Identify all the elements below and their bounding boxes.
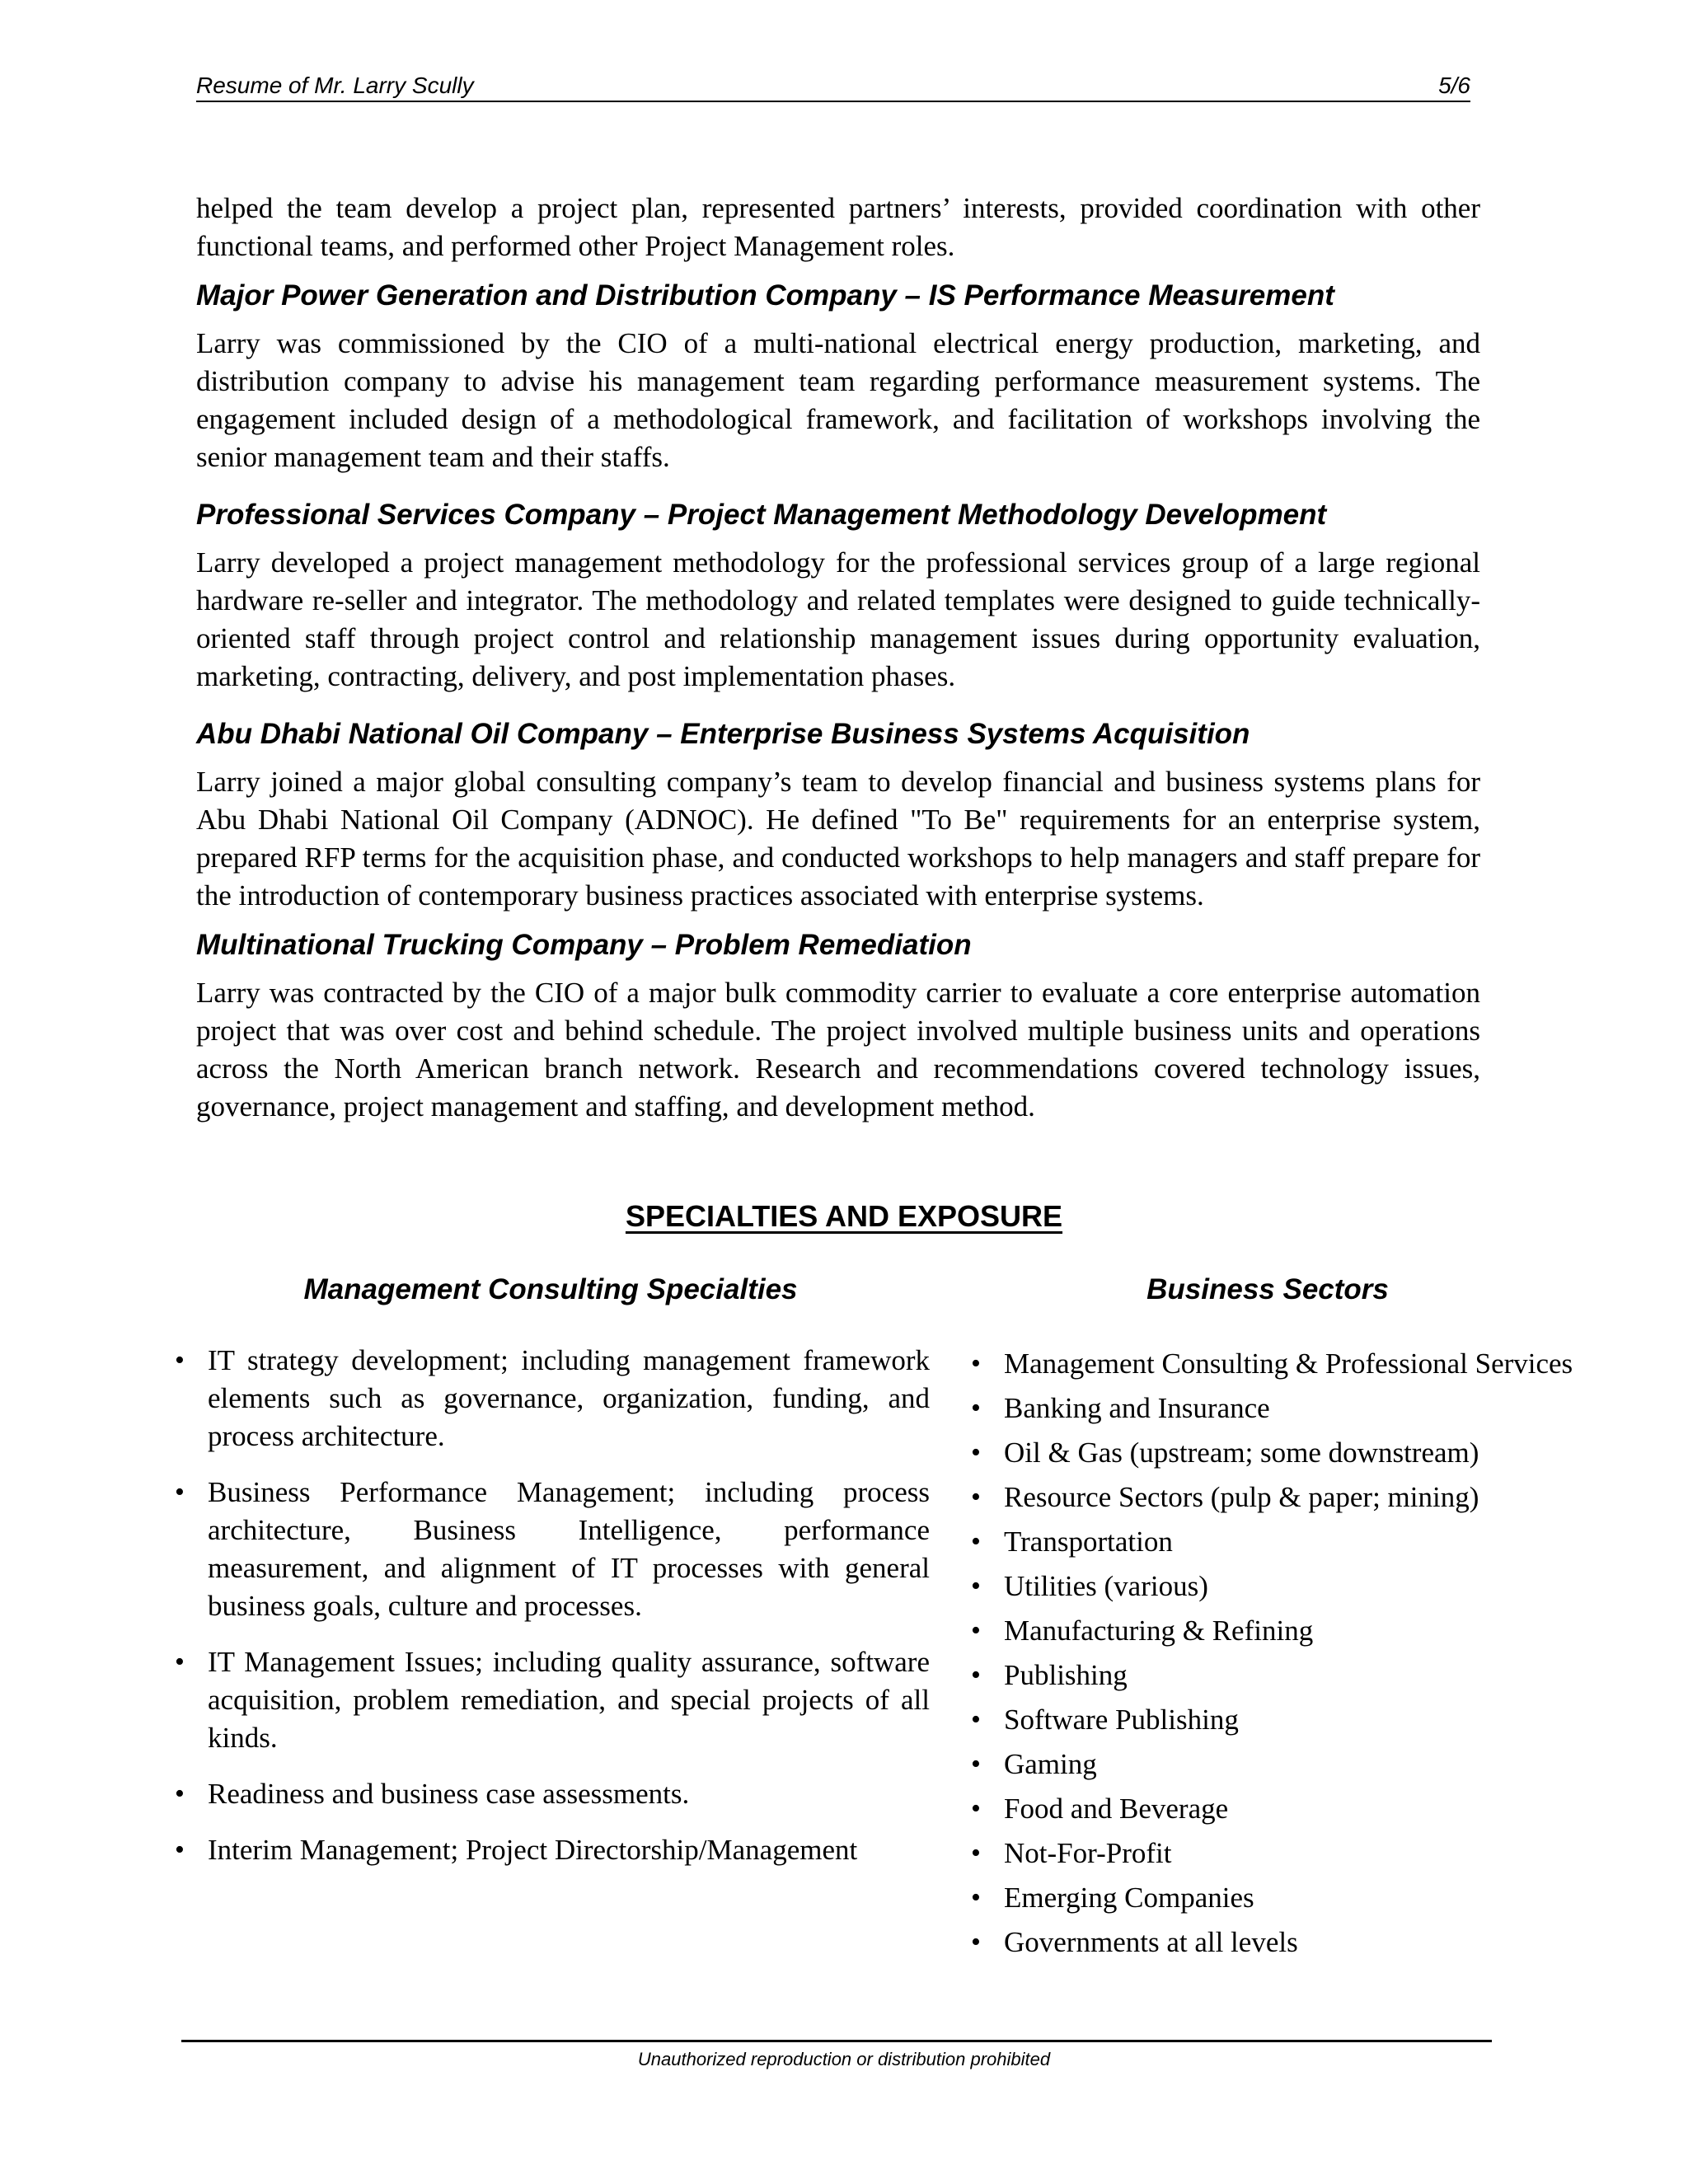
project-title: Abu Dhabi National Oil Company – Enterprise Business Systems Acquisition [196, 718, 1250, 750]
project-description: Larry was contracted by the CIO of a major bulk commodity carrier to evaluate a core enterprise automation project that was over cost and behind schedule. The project involved multiple business units and operations across the North American branch network. Research and recommendations covered technology issues, governance, project management and staffing, and development method. [196, 977, 1480, 1122]
list-item: • Not-For-Profit [1004, 1831, 1647, 1876]
page-number: 5/6 [1438, 73, 1470, 98]
list-item: • Interim Management; Project Directorship/Management [208, 1831, 930, 1869]
list-item: • Gaming [1004, 1742, 1647, 1787]
list-item: • Publishing [1004, 1653, 1647, 1698]
list-item: • IT strategy development; including management framework elements such as governance, organization, funding, and process architecture. [208, 1342, 930, 1455]
list-item: • Transportation [1004, 1520, 1647, 1564]
list-item: • Oil & Gas (upstream; some downstream) [1004, 1431, 1647, 1475]
list-item: • Business Performance Management; including process architecture, Business Intelligence, performance measurement, and alignment of IT processes with general business goals, culture and processes. [208, 1474, 930, 1625]
section-title-text: SPECIALTIES AND EXPOSURE [625, 1199, 1063, 1233]
list-item: • Utilities (various) [1004, 1564, 1647, 1609]
project-title: Major Power Generation and Distribution Company – IS Performance Measurement [196, 279, 1334, 312]
sectors-list [1004, 1342, 1647, 1965]
list-item: • Governments at all levels [1004, 1920, 1647, 1965]
intro-paragraph: helped the team develop a project plan, represented partners’ interests, provided coordination with other functional teams, and performed other Project Management roles. [196, 192, 1480, 262]
list-item: • Resource Sectors (pulp & paper; mining) [1004, 1475, 1647, 1520]
header-title: Resume of Mr. Larry Scully [196, 73, 474, 98]
footer-notice: Unauthorized reproduction or distribution prohibited [637, 2049, 1051, 2069]
project-title: Professional Services Company – Project Management Methodology Development [196, 499, 1327, 531]
specialties-list [171, 1342, 930, 1887]
page-header [196, 73, 1470, 102]
specialties-heading: Management Consulting Specialties [303, 1273, 798, 1305]
list-item: • Food and Beverage [1004, 1787, 1647, 1831]
sectors-heading: Business Sectors [1146, 1273, 1389, 1305]
list-item: • Software Publishing [1004, 1698, 1647, 1742]
list-item: • Readiness and business case assessments. [208, 1775, 930, 1813]
list-item: • Manufacturing & Refining [1004, 1609, 1647, 1653]
list-item: • IT Management Issues; including quality assurance, software acquisition, problem remediation, and special projects of all kinds. [208, 1643, 930, 1757]
project-description: Larry joined a major global consulting company’s team to develop financial and business systems plans for Abu Dhabi National Oil Company (ADNOC). He defined "To Be" requirements for an enterprise system, prepared RFP terms for the acquisition phase, and conducted workshops to help managers and staff prepare for the introduction of contemporary business practices associated with enterprise systems. [196, 766, 1480, 912]
section-title [0, 1199, 1688, 1234]
list-item: • Management Consulting & Professional Services [1004, 1342, 1647, 1386]
project-description: Larry was commissioned by the CIO of a multi-national electrical energy production, marketing, and distribution company to advise his management team regarding performance measurement systems. The engagement included design of a methodological framework, and facilitation of workshops involving the senior management team and their staffs. [196, 327, 1480, 473]
footer-divider [181, 2040, 1492, 2042]
list-item: • Banking and Insurance [1004, 1386, 1647, 1431]
list-item: • Emerging Companies [1004, 1876, 1647, 1920]
experience-body [196, 190, 1480, 1126]
project-description: Larry developed a project management methodology for the professional services group of a large regional hardware re-seller and integrator. The methodology and related templates were designed to guide technically-oriented staff through project control and relationship management issues during opportunity evaluation, marketing, contracting, delivery, and post implementation phases. [196, 546, 1480, 692]
project-title: Multinational Trucking Company – Problem Remediation [196, 929, 972, 961]
